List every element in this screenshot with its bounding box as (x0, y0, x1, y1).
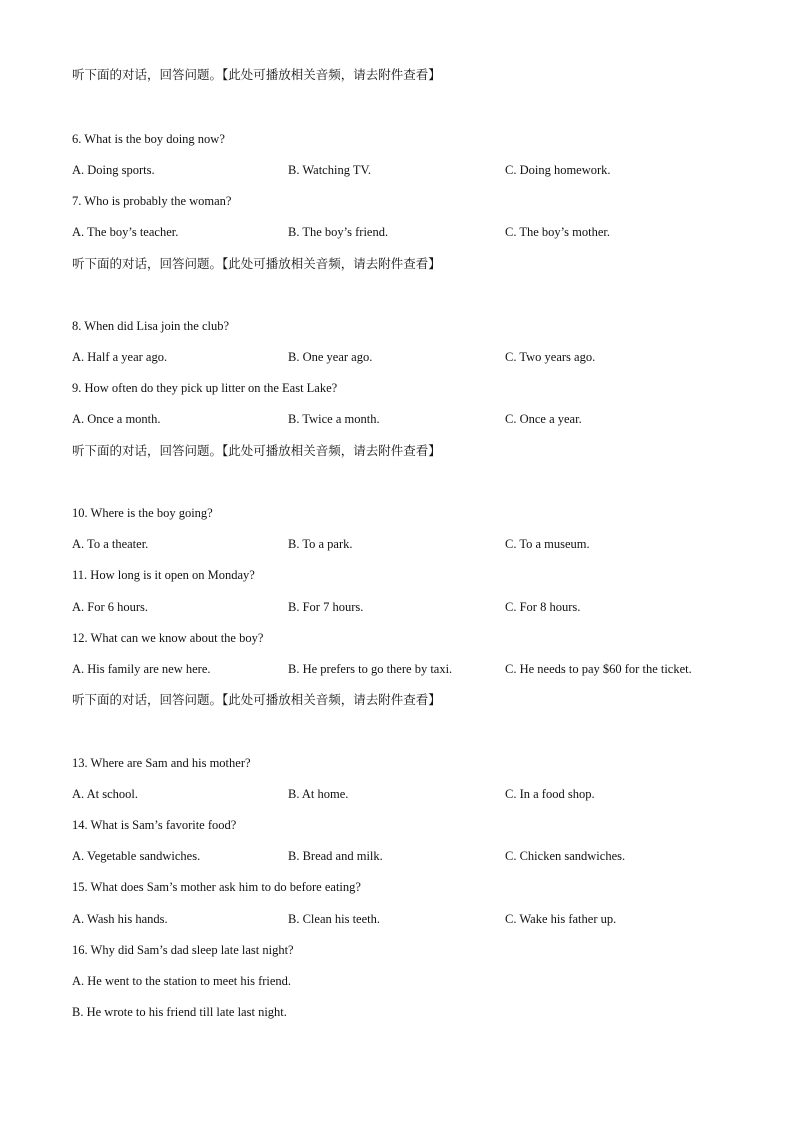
option-b: B. The boy’s friend. (288, 225, 389, 239)
question-14: 14. What is Sam’s favorite food? (72, 818, 237, 832)
question-16-option-a: A. He went to the station to meet his friend. (72, 974, 292, 988)
option-a: A. For 6 hours. (72, 600, 149, 614)
option-c: C. Two years ago. (505, 350, 596, 364)
option-a: A. His family are new here. (72, 662, 211, 676)
option-a: A. At school. (72, 787, 138, 801)
question-12: 12. What can we know about the boy? (72, 631, 264, 645)
question-6: 6. What is the boy doing now? (72, 132, 225, 146)
option-a: A. Once a month. (72, 412, 161, 426)
question-11-options (72, 599, 752, 615)
question-10-options (72, 536, 752, 552)
question-9: 9. How often do they pick up litter on the East Lake? (72, 381, 338, 395)
option-b: B. Watching TV. (288, 163, 372, 177)
option-b: B. At home. (288, 787, 349, 801)
option-b: B. Clean his teeth. (288, 912, 380, 926)
listening-instruction: 听下面的对话，回答问题。【此处可播放相关音频，请去附件查看】 (72, 443, 441, 458)
option-a: A. Half a year ago. (72, 350, 168, 364)
option-b: B. Twice a month. (288, 412, 380, 426)
option-c: C. He needs to pay $60 for the ticket. (505, 662, 692, 676)
option-c: C. In a food shop. (505, 787, 595, 801)
option-b: B. One year ago. (288, 350, 373, 364)
option-a: A. Vegetable sandwiches. (72, 849, 201, 863)
question-11: 11. How long is it open on Monday? (72, 568, 255, 582)
option-b: B. Bread and milk. (288, 849, 383, 863)
option-a: A. Wash his hands. (72, 912, 168, 926)
question-16-option-b: B. He wrote to his friend till late last night. (72, 1005, 287, 1019)
option-a: A. Doing sports. (72, 163, 155, 177)
question-14-options (72, 848, 752, 864)
question-15: 15. What does Sam’s mother ask him to do before eating? (72, 880, 361, 894)
option-c: C. Doing homework. (505, 163, 611, 177)
question-6-options (72, 162, 752, 178)
question-8: 8. When did Lisa join the club? (72, 319, 230, 333)
question-12-options (72, 661, 752, 677)
question-10: 10. Where is the boy going? (72, 506, 213, 520)
listening-instruction: 听下面的对话，回答问题。【此处可播放相关音频，请去附件查看】 (72, 692, 441, 707)
option-b: B. For 7 hours. (288, 600, 364, 614)
option-c: C. Once a year. (505, 412, 582, 426)
question-15-options (72, 911, 752, 927)
option-c: C. For 8 hours. (505, 600, 581, 614)
option-b: B. He prefers to go there by taxi. (288, 662, 453, 676)
question-8-options (72, 349, 752, 365)
option-c: C. Chicken sandwiches. (505, 849, 626, 863)
question-13-options (72, 786, 752, 802)
option-a: A. To a theater. (72, 537, 149, 551)
option-c: C. Wake his father up. (505, 912, 617, 926)
option-c: C. To a museum. (505, 537, 590, 551)
question-7-options (72, 224, 752, 240)
listening-instruction: 听下面的对话，回答问题。【此处可播放相关音频，请去附件查看】 (72, 67, 441, 82)
option-b: B. To a park. (288, 537, 353, 551)
option-c: C. The boy’s mother. (505, 225, 610, 239)
question-13: 13. Where are Sam and his mother? (72, 756, 251, 770)
listening-instruction: 听下面的对话，回答问题。【此处可播放相关音频，请去附件查看】 (72, 256, 441, 271)
question-16: 16. Why did Sam’s dad sleep late last night? (72, 943, 294, 957)
option-a: A. The boy’s teacher. (72, 225, 179, 239)
question-9-options (72, 411, 752, 427)
question-7: 7. Who is probably the woman? (72, 194, 232, 208)
